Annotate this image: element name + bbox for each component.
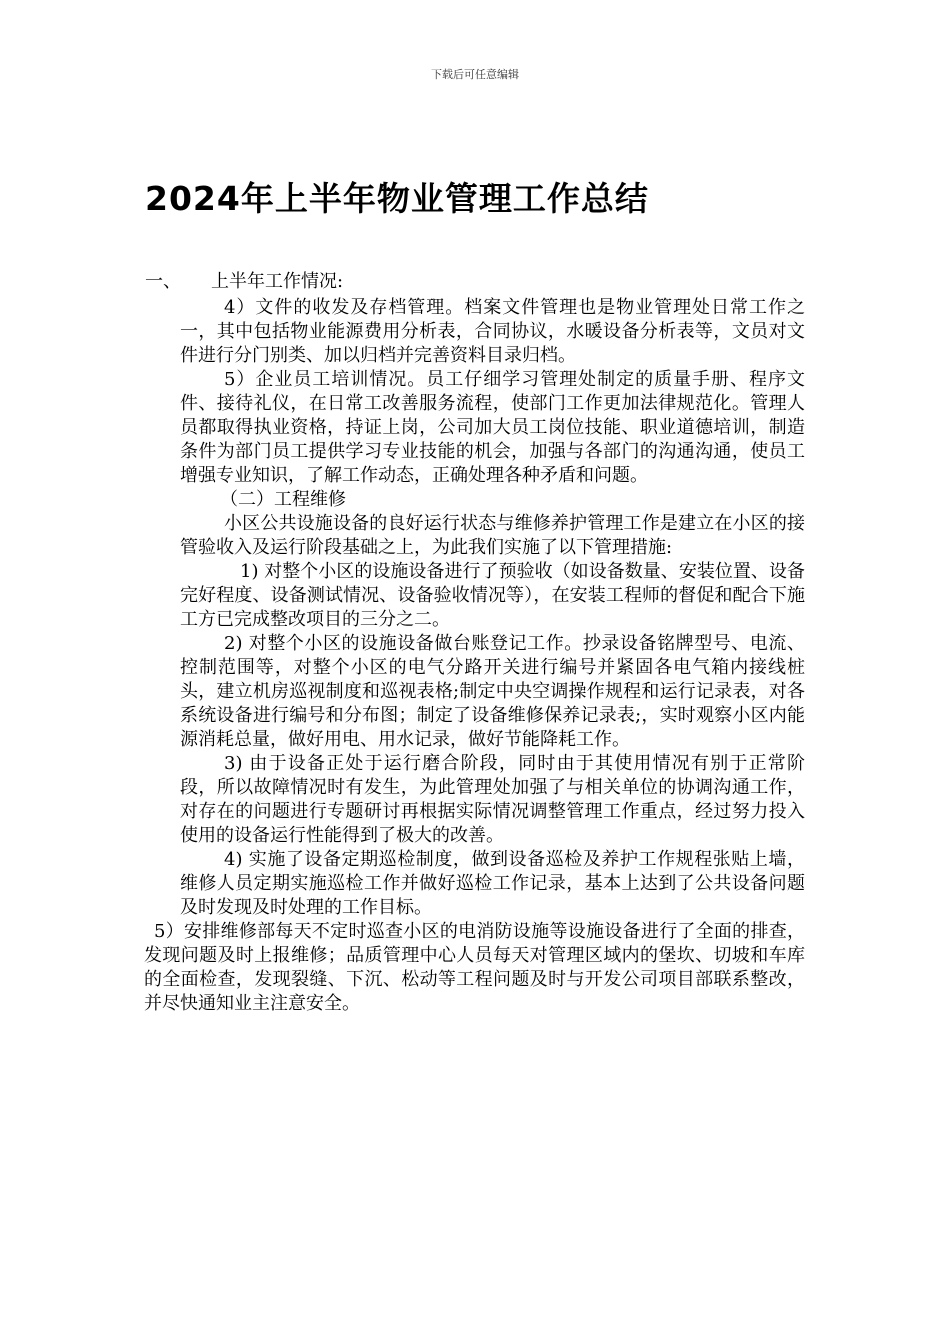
page-header-note: 下载后可任意编辑	[431, 68, 519, 81]
list-item: 5）安排维修部每天不定时巡查小区的电消防设施等设施设备进行了全面的排查，发现问题及时上报维修；品质管理中心人员每天对管理区域内的堡坎、切坡和车库的全面检查，发现裂缝、下沉、松动等工程问题及时与开发公司项目部联系整改，并尽快通知业主注意安全。	[144, 921, 805, 1014]
section-number: 一、	[145, 271, 181, 292]
section-heading	[145, 270, 343, 294]
subsection-heading: （二）工程维修	[220, 489, 346, 510]
list-item: 1) 对整个小区的设施设备进行了预验收（如设备数量、安装位置、设备完好程度、设备测试情况、设备验收情况等），在安装工程师的督促和配合下施工方已完成整改项目的三分之二。	[180, 561, 805, 630]
paragraph: 小区公共设施设备的良好运行状态与维修养护管理工作是建立在小区的接管验收入及运行阶段基础之上，为此我们实施了以下管理措施:	[180, 513, 805, 558]
list-item: 3) 由于设备正处于运行磨合阶段，同时由于其使用情况有别于正常阶段，所以故障情况时有发生，为此管理处加强了与相关单位的协调沟通工作，对存在的问题进行专题研讨再根据实际情况调整管理工作重点，经过努力投入使用的设备运行性能得到了极大的改善。	[180, 753, 805, 846]
list-item: 2) 对整个小区的设施设备做台账登记工作。抄录设备铭牌型号、电流、控制范围等，对整个小区的电气分路开关进行编号并紧固各电气箱内接线桩头，建立机房巡视制度和巡视表格;制定中央空调操作规程和运行记录表，对各系统设备进行编号和分布图；制定了设备维修保养记录表;，实时观察小区内能源消耗总量，做好用电、用水记录，做好节能降耗工作。	[180, 633, 805, 750]
paragraph: 4）文件的收发及存档管理。档案文件管理也是物业管理处日常工作之一，其中包括物业能源费用分析表，合同协议，水暖设备分析表等，文员对文件进行分门别类、加以归档并完善资料目录归档。	[180, 297, 805, 366]
document-body	[144, 296, 805, 1016]
section-heading-text: 上半年工作情况:	[211, 271, 344, 292]
list-item: 4) 实施了设备定期巡检制度，做到设备巡检及养护工作规程张贴上墙，维修人员定期实施巡检工作并做好巡检工作记录，基本上达到了公共设备问题及时发现及时处理的工作目标。	[180, 849, 805, 918]
paragraph: 5）企业员工培训情况。员工仔细学习管理处制定的质量手册、程序文件、接待礼仪，在日常工改善服务流程，使部门工作更加法律规范化。管理人员都取得执业资格，持证上岗，公司加大员工岗位技能、职业道德培训，制造条件为部门员工提供学习专业技能的机会，加强与各部门的沟通沟通，使员工增强专业知识，了解工作动态，正确处理各种矛盾和问题。	[180, 369, 805, 486]
document-title: 2024年上半年物业管理工作总结	[145, 179, 649, 218]
